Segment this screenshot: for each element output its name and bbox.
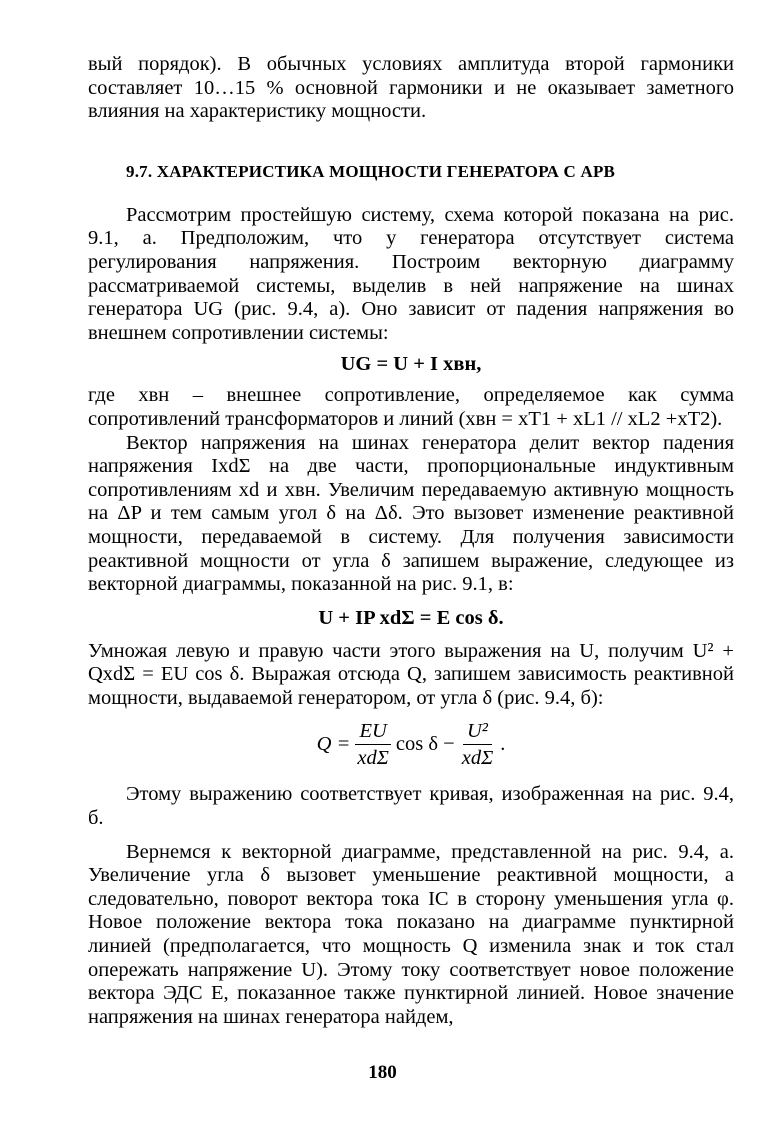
paragraph-5: Этому выражению соответствует кривая, изображенная на рис. 9.4, б. xyxy=(88,783,734,830)
paragraph-1: Рассмотрим простейшую систему, схема которой показана на рис. 9.1, а. Предположим, что у генератора отсутствует система регулирования напряжения. Построим векторную диаграмму рассматриваемой системы, выделив в ней напряжение на шинах генератора UG (рис. 9.4, а). Оно зависит от падения напряжения во внешнем сопротивлении системы: xyxy=(88,203,734,344)
equation-3 xyxy=(88,720,734,769)
fraction-1-numerator: EU xyxy=(355,720,390,745)
intro-paragraph: вый порядок). В обычных условиях амплитуда второй гармоники составляет 10…15 % основной гармоники и не оказывает заметного влияния на характеристику мощности. xyxy=(88,53,734,123)
equation-3-end: . xyxy=(500,733,506,756)
paragraph-6: Вернемся к векторной диаграмме, представленной на рис. 9.4, а. Увеличение угла δ вызовет уменьшение реактивной мощности, а следовательно, поворот вектора тока IC в сторону уменьшения угла φ. Новое положение вектора тока показано на диаграмме пунктирной линией (предполагается, что мощность Q изменила знак и ток стал опережать напряжение U). Этому току соответствует новое положение вектора ЭДС E, показанное также пунктирной линией. Новое значение напряжения на шинах генератора найдем, xyxy=(88,840,734,1028)
equation-3-fraction-2 xyxy=(458,720,498,769)
equation-3-fraction-1 xyxy=(353,720,393,769)
equation-3-lhs: Q = xyxy=(316,733,351,756)
fraction-2-denominator: xdΣ xyxy=(461,747,494,770)
page-body xyxy=(88,50,734,1029)
paragraph-3: Вектор напряжения на шинах генератора делит вектор падения напряжения IxdΣ на две части, пропорциональные индуктивным сопротивлениям xd и xвн. Увеличим передаваемую активную мощность на ΔP и тем самым угол δ на Δδ. Это вызовет изменение реактивной мощности, передаваемой в систему. Для получения зависимости реактивной мощности от угла δ запишем выражение, следующее из векторной диаграммы, показанной на рис. 9.1, в: xyxy=(88,431,734,596)
paragraph-4: Умножая левую и правую части этого выражения на U, получим U² + QxdΣ = EU cos δ. Выражая отсюда Q, запишем зависимость реактивной мощности, выдаваемой генератором, от угла δ (рис. 9.4, б): xyxy=(88,639,734,709)
equation-2: U + IP xdΣ = E cos δ. xyxy=(318,606,504,629)
equation-3-middle: cos δ − xyxy=(395,733,455,756)
section-heading: 9.7. ХАРАКТЕРИСТИКА МОЩНОСТИ ГЕНЕРАТОРА С АРВ xyxy=(126,161,616,181)
page-number: 180 xyxy=(368,1062,397,1083)
paragraph-2: где xвн – внешнее сопротивление, определяемое как сумма сопротивлений трансформаторов и линий (xвн = xT1 + xL1 // xL2 +xT2). xyxy=(88,384,734,430)
fraction-2-numerator: U² xyxy=(463,720,492,745)
fraction-1-denominator: xdΣ xyxy=(357,747,389,770)
equation-1: UG = U + I xвн, xyxy=(340,353,482,376)
